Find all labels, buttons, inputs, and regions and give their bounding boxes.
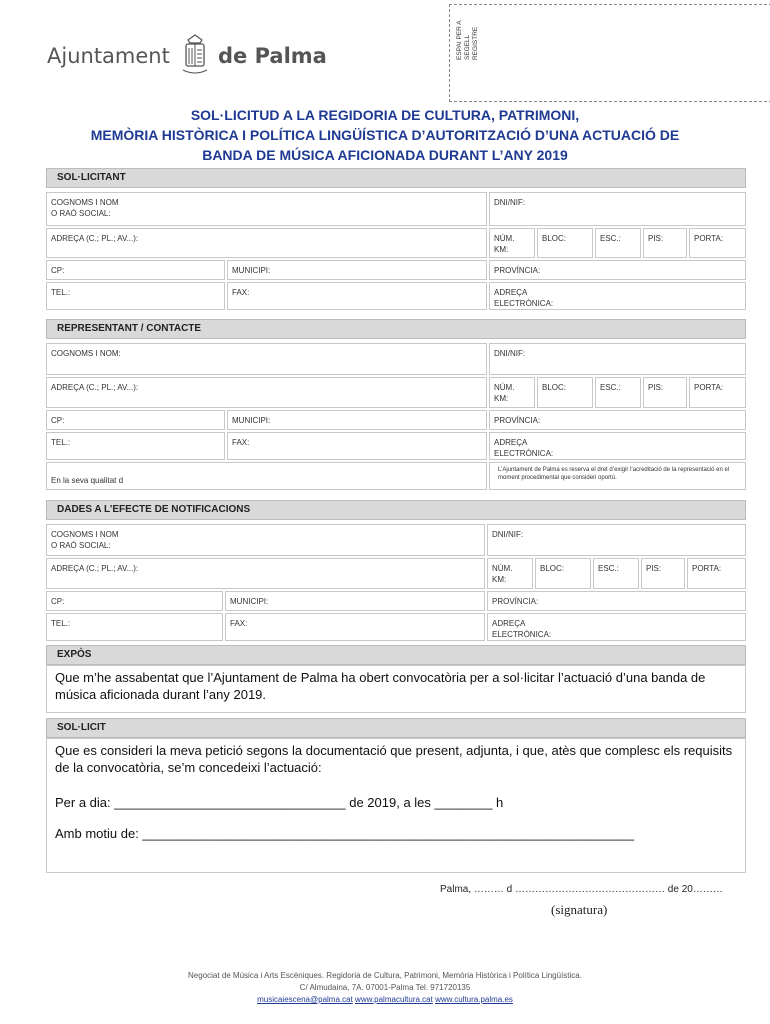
s2-tel-field[interactable]: TEL.: — [46, 432, 225, 460]
s2-email-field[interactable]: ADREÇA ELECTRÒNICA: — [489, 432, 746, 460]
s3-tel-field[interactable]: TEL.: — [46, 613, 223, 641]
s1-bloc-field[interactable]: BLOC: — [537, 228, 593, 258]
s3-bloc-field[interactable]: BLOC: — [535, 558, 591, 589]
s1-email-field[interactable]: ADREÇA ELECTRÒNICA: — [489, 282, 746, 310]
section-notificacions-heading: DADES A L’EFECTE DE NOTIFICACIONS — [46, 500, 746, 520]
footer-links — [0, 994, 770, 1006]
s3-fax-field[interactable]: FAX: — [225, 613, 485, 641]
signature-label: (signatura) — [551, 902, 608, 917]
s3-num-field[interactable]: NÚM. KM: — [487, 558, 533, 589]
s3-cp-field[interactable]: CP: — [46, 591, 223, 611]
s1-dni-field[interactable]: DNI/NIF: — [489, 192, 746, 226]
s2-municipi-field[interactable]: MUNICIPI: — [227, 410, 487, 430]
s3-esc-field[interactable]: ESC.: — [593, 558, 639, 589]
s1-pis-field[interactable]: PIS: — [643, 228, 687, 258]
logo-de-palma: de Palma — [218, 44, 327, 68]
s2-cp-field[interactable]: CP: — [46, 410, 225, 430]
s1-tel-field[interactable]: TEL.: — [46, 282, 225, 310]
stamp-area — [449, 4, 770, 102]
s2-adreca-field[interactable]: ADREÇA (C.; PL.; AV...): — [46, 377, 487, 408]
s1-esc-field[interactable]: ESC.: — [595, 228, 641, 258]
section-solicit-heading: SOL·LICIT — [46, 718, 746, 738]
section-representant-heading: REPRESENTANT / CONTACTE — [46, 319, 746, 339]
expos-box — [46, 665, 746, 713]
section-expos-heading: EXPÒS — [46, 645, 746, 665]
s1-fax-field[interactable]: FAX: — [227, 282, 487, 310]
footer-web1-link[interactable]: www.palmacultura.cat — [355, 995, 433, 1004]
s1-cp-field[interactable]: CP: — [46, 260, 225, 280]
solicit-motiu-line[interactable]: Amb motiu de: ____________________________________________________________________ — [55, 826, 635, 841]
s2-qualitat-field[interactable]: En la seva qualitat d — [46, 462, 487, 490]
s2-name-field[interactable]: COGNOMS I NOM: — [46, 343, 487, 375]
s2-pis-field[interactable]: PIS: — [643, 377, 687, 408]
s1-adreca-field[interactable]: ADREÇA (C.; PL.; AV...): — [46, 228, 487, 258]
s1-name-field[interactable]: COGNOMS I NOM O RAÓ SOCIAL: — [46, 192, 487, 226]
s1-municipi-field[interactable]: MUNICIPI: — [227, 260, 487, 280]
s2-esc-field[interactable]: ESC.: — [595, 377, 641, 408]
footer-line-2: C/ Almudaina, 7A. 07001-Palma Tel. 971720135 — [299, 983, 471, 992]
s1-provincia-field[interactable]: PROVÍNCIA: — [489, 260, 746, 280]
title-line-1: SOL·LICITUD A LA REGIDORIA DE CULTURA, PATRIMONI, — [190, 107, 580, 123]
s1-num-field[interactable]: NÚM. KM: — [489, 228, 535, 258]
signature-place-date[interactable]: Palma, ……… d ……………………………………… de 20……… — [440, 884, 723, 895]
s2-fax-field[interactable]: FAX: — [227, 432, 487, 460]
s2-representation-note: L’Ajuntament de Palma es reserva el dret d’exigir l’acreditació de la representació en el moment procedimental que consideri oportú. — [489, 462, 746, 490]
footer-web2-link[interactable]: www.cultura.palma.es — [435, 995, 513, 1004]
title-line-2: MEMÒRIA HISTÒRICA I POLÍTICA LINGÜÍSTICA D’AUTORITZACIÓ D’UNA ACTUACIÓ DE — [90, 127, 680, 143]
s3-municipi-field[interactable]: MUNICIPI: — [225, 591, 485, 611]
solicit-dia-line[interactable]: Per a dia: ________________________________ de 2019, a les ________ h — [55, 795, 504, 810]
s3-provincia-field[interactable]: PROVÍNCIA: — [487, 591, 746, 611]
s2-num-field[interactable]: NÚM. KM: — [489, 377, 535, 408]
s2-porta-field[interactable]: PORTA: — [689, 377, 746, 408]
s3-porta-field[interactable]: PORTA: — [687, 558, 746, 589]
expos-text: Que m’he assabentat que l’Ajuntament de Palma ha obert convocatòria per a sol·licitar l’actuació d’una banda de música aficionada durant l’any 2019. — [55, 670, 706, 702]
palma-crest-icon — [180, 34, 210, 74]
s2-bloc-field[interactable]: BLOC: — [537, 377, 593, 408]
s2-provincia-field[interactable]: PROVÍNCIA: — [489, 410, 746, 430]
stamp-label: ESPAI PER A SEGELL REGISTRE — [456, 20, 479, 60]
title-line-3: BANDA DE MÚSICA AFICIONADA DURANT L’ANY 2019 — [202, 147, 568, 163]
s1-porta-field[interactable]: PORTA: — [689, 228, 746, 258]
s3-name-field[interactable]: COGNOMS I NOM O RAÓ SOCIAL: — [46, 524, 485, 556]
s3-adreca-field[interactable]: ADREÇA (C.; PL.; AV...): — [46, 558, 485, 589]
section-solicitant-heading: SOL·LICITANT — [46, 168, 746, 188]
s3-dni-field[interactable]: DNI/NIF: — [487, 524, 746, 556]
s2-dni-field[interactable]: DNI/NIF: — [489, 343, 746, 375]
s3-pis-field[interactable]: PIS: — [641, 558, 685, 589]
logo-ajuntament: Ajuntament — [47, 44, 170, 68]
footer-line-1: Negociat de Música i Arts Escèniques. Regidoria de Cultura, Patrimoni, Memòria Històrica i Política Lingüística. — [188, 971, 582, 980]
footer-email-link[interactable]: musicaiescena@palma.cat — [257, 995, 353, 1004]
s3-email-field[interactable]: ADREÇA ELECTRÒNICA: — [487, 613, 746, 641]
solicit-box — [46, 738, 746, 873]
solicit-text: Que es consideri la meva petició segons la documentació que present, adjunta, i que, atès que complesc els requisits de la convocatòria, se’m concedeixi l’actuació: — [55, 743, 733, 775]
